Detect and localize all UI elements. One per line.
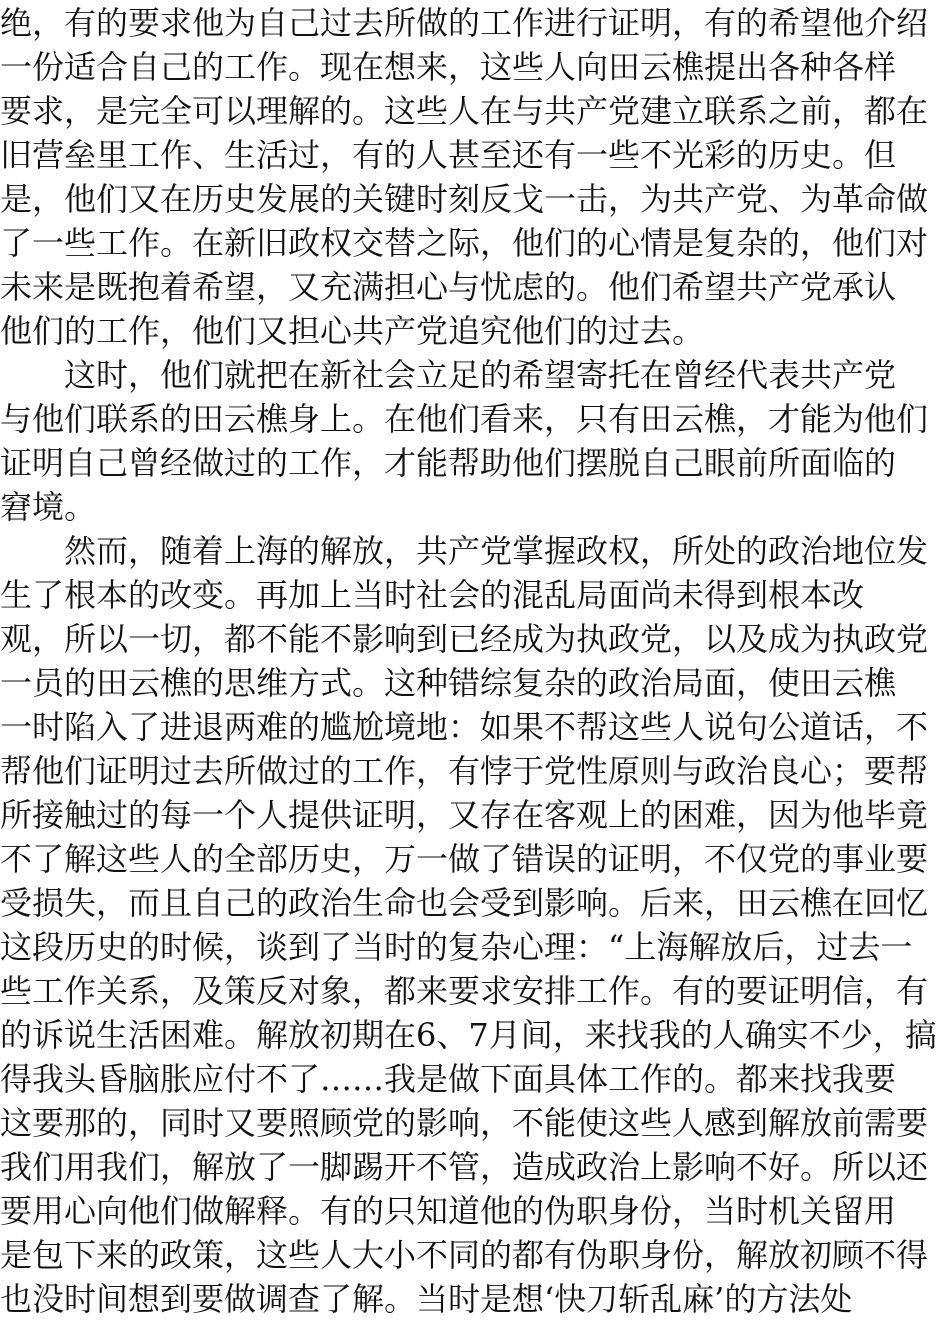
text-line: 所接触过的每一个人提供证明，又存在客观上的困难，因为他毕竟 bbox=[0, 796, 929, 834]
text-line: 这段历史的时候，谈到了当时的复杂心理：“上海解放后，过去一 bbox=[0, 928, 913, 966]
text-line: 得我头昏脑胀应付不了……我是做下面具体工作的。都来找我要 bbox=[0, 1060, 897, 1098]
paragraph-start-line: 然而，随着上海的解放，共产党掌握政权，所处的政治地位发 bbox=[64, 532, 929, 570]
text-line: 我们用我们，解放了一脚踢开不管，造成政治上影响不好。所以还 bbox=[0, 1148, 929, 1186]
text-line: 些工作关系，及策反对象，都来要求安排工作。有的要证明信，有 bbox=[0, 972, 929, 1010]
text-line: 与他们联系的田云樵身上。在他们看来，只有田云樵，才能为他们 bbox=[0, 400, 929, 438]
text-line: 证明自己曾经做过的工作，才能帮助他们摆脱自己眼前所面临的 bbox=[0, 444, 897, 482]
text-line: 受损失，而且自己的政治生命也会受到影响。后来，田云樵在回忆 bbox=[0, 884, 929, 922]
text-line: 这要那的，同时又要照顾党的影响，不能使这些人感到解放前需要 bbox=[0, 1104, 929, 1142]
text-line: 要求，是完全可以理解的。这些人在与共产党建立联系之前，都在 bbox=[0, 92, 929, 130]
text-line: 是，他们又在历史发展的关键时刻反戈一击，为共产党、为革命做 bbox=[0, 180, 929, 218]
text-line: 绝，有的要求他为自己过去所做的工作进行证明，有的希望他介绍 bbox=[0, 4, 929, 42]
text-line: 窘境。 bbox=[0, 488, 97, 526]
text-line: 不了解这些人的全部历史，万一做了错误的证明，不仅党的事业要 bbox=[0, 840, 929, 878]
text-line: 一时陷入了进退两难的尴尬境地：如果不帮这些人说句公道话，不 bbox=[0, 708, 929, 746]
text-line: 帮他们证明过去所做过的工作，有悖于党性原则与政治良心；要帮 bbox=[0, 752, 929, 790]
text-line: 未来是既抱着希望，又充满担心与忧虑的。他们希望共产党承认 bbox=[0, 268, 897, 306]
text-line: 他们的工作，他们又担心共产党追究他们的过去。 bbox=[0, 312, 705, 350]
text-line: 旧营垒里工作、生活过，有的人甚至还有一些不光彩的历史。但 bbox=[0, 136, 897, 174]
text-line: 生了根本的改变。再加上当时社会的混乱局面尚未得到根本改 bbox=[0, 576, 865, 614]
text-line: 要用心向他们做解释。有的只知道他的伪职身份，当时机关留用 bbox=[0, 1192, 897, 1230]
paragraph-start-line: 这时，他们就把在新社会立足的希望寄托在曾经代表共产党 bbox=[64, 356, 897, 394]
text-line: 的诉说生活困难。解放初期在6、7月间，来找我的人确实不少，搞 bbox=[0, 1016, 937, 1054]
text-line: 一员的田云樵的思维方式。这种错综复杂的政治局面，使田云樵 bbox=[0, 664, 897, 702]
text-line: 是包下来的政策，这些人大小不同的都有伪职身份，解放初顾不得 bbox=[0, 1236, 929, 1274]
text-line: 也没时间想到要做调查了解。当时是想‘快刀斩乱麻’的方法处 bbox=[0, 1280, 853, 1318]
text-line: 观，所以一切，都不能不影响到已经成为执政党，以及成为执政党 bbox=[0, 620, 929, 658]
text-line: 了一些工作。在新旧政权交替之际，他们的心情是复杂的，他们对 bbox=[0, 224, 929, 262]
text-line: 一份适合自己的工作。现在想来，这些人向田云樵提出各种各样 bbox=[0, 48, 897, 86]
